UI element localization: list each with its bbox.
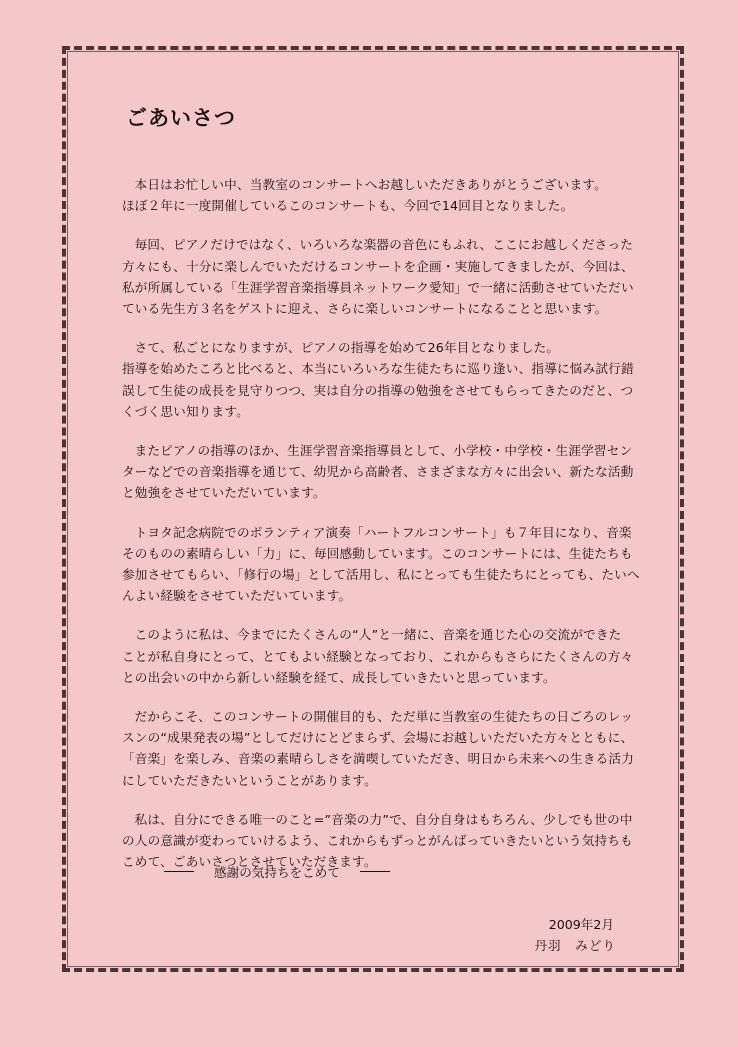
closing-dash-right xyxy=(360,871,390,872)
paragraph-3: さて、私ごとになりますが、ピアノの指導を始めて26年目となりました。 指導を始めたころと比べると、本当にいろいろな生徒たちに巡り逢い、指導に悩み試行錯 誤して生徒の成長を見守りつつ、実は自分の指導の勉強をさせてもらってきたのだと、つ くづく思い知ります。 xyxy=(122,340,634,419)
date: 2009年2月 xyxy=(548,917,614,932)
paragraph-8: 私は、自分にできる唯一のこと=”音楽の力”で、自分自身はもちろん、少しでも世の中 の人の意識が変わっていけるよう、これからもずっとがんばっていきたいという気持ちも こめて、ごあいさつとさせていただきます。 xyxy=(122,811,633,870)
closing-text: 感謝の気持ちをこめて xyxy=(214,865,340,880)
paragraph-4: またピアノの指導のほか、生涯学習音楽指導員として、小学校・中学校・生涯学習セン ターなどでの音楽指導を通じて、幼児から高齢者、さまざまな方々に出会い、新たな活動 と勉強をさせていただいています。 xyxy=(122,443,634,501)
closing-line xyxy=(164,862,390,881)
paragraph-2: 毎回、ピアノだけではなく、いろいろな楽器の音色にもふれ、ここにお越しくださった 方々にも、十分に楽しんでいただけるコンサートを企画・実施してきましたが、今回は、 私が所属している「生涯学習音楽指導員ネットワーク愛知」で一緒に活動させていただい ている先生方３名をゲストに迎え、さらに楽しいコンサートになることと思います。 xyxy=(122,237,634,317)
closing-dash-left xyxy=(164,871,194,872)
paragraph-5: トヨタ記念病院でのボランティア演奏「ハートフルコンサート」も７年目になり、音楽 そのものの素晴らしい「力」に、毎回感動しています。このコンサートには、生徒たちも 参加させてもらい、「修行の場」として活用し、私にとっても生徒たちにとっても、たいへ んよい経験をさせていただいています。 xyxy=(122,524,640,604)
paragraph-1: 本日はお忙しい中、当教室のコンサートへお越しいただきありがとうございます。 ほぼ２年に一度開催しているこのコンサートも、今回で14回目となりました。 xyxy=(122,177,607,214)
greeting-body xyxy=(122,174,642,890)
page-title: ごあいさつ xyxy=(126,106,236,130)
paragraph-6: このように私は、今までにたくさんの“人”と一緒に、音楽を通じた心の交流ができた ことが私自身にとって、とてもよい経験となっており、これからもさらにたくさんの方々 との出会いの中から新しい経験を経て、成長していきたいと思っています。 xyxy=(122,627,634,685)
paragraph-7: だからこそ、このコンサートの開催目的も、ただ単に当教室の生徒たちの日ごろのレッ スンの“成果発表の場”としてだけにとどまらず、会場にお越しいただいた方々とともに、 「音楽」を楽しみ、音楽の素晴らしさを満喫していただき、明日から未来への生きる活力 にしていただきたいということがあります。 xyxy=(122,709,635,788)
author-signature: 丹羽 みどり xyxy=(534,938,616,953)
